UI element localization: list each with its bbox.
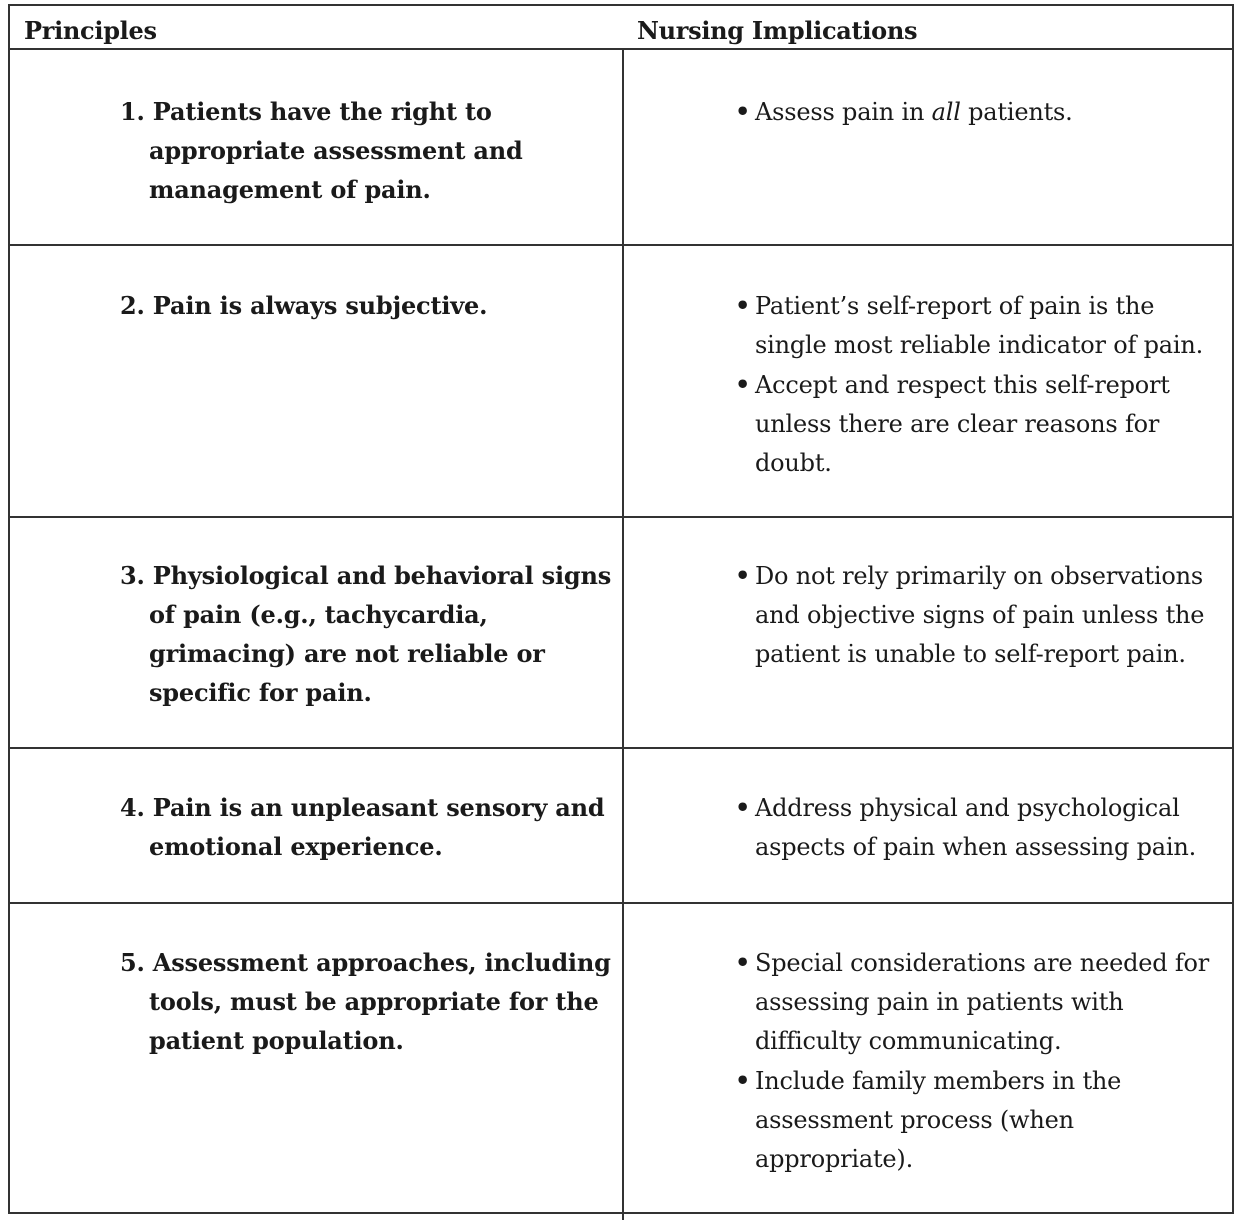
table-row	[10, 902, 1232, 1222]
principle-3: 3. Physiological and behavioral signs of pain (e.g., tachycardia, grimacing) are not reliable or specific for pain.	[120, 561, 612, 707]
table-row	[10, 747, 1232, 904]
implication-item: • Patient’s self-report of pain is the single most reliable indicator of pain.	[735, 286, 1233, 365]
bullet-icon: •	[735, 561, 751, 590]
implication-item: • Do not rely primarily on observations and objective signs of pain unless the patient is unable to self-report pain.	[735, 556, 1233, 674]
implication-item: • Assess pain in all patients.	[735, 92, 1233, 132]
implications-list-4	[735, 788, 1233, 867]
implication-item: • Special considerations are needed for assessing pain in patients with difficulty communicating.	[735, 943, 1233, 1061]
bullet-icon: •	[735, 97, 751, 126]
header-nursing-implications: Nursing Implications	[637, 16, 918, 45]
bullet-icon: •	[735, 793, 751, 822]
implications-list-2	[735, 286, 1233, 483]
implication-item: • Include family members in the assessment process (when appropriate).	[735, 1061, 1233, 1179]
principle-2: 2. Pain is always subjective.	[120, 291, 488, 320]
header-principles: Principles	[24, 16, 157, 45]
implications-list-1	[735, 92, 1233, 132]
bullet-icon: •	[735, 370, 751, 399]
principle-4: 4. Pain is an unpleasant sensory and emotional experience.	[120, 793, 605, 861]
table-header-row	[10, 6, 1232, 50]
implication-item: • Address physical and psychological aspects of pain when assessing pain.	[735, 788, 1233, 867]
principle-1: 1. Patients have the right to appropriate assessment and management of pain.	[120, 97, 523, 204]
implications-list-3	[735, 556, 1233, 674]
implications-list-5	[735, 943, 1233, 1179]
bullet-icon: •	[735, 1066, 751, 1095]
principle-5: 5. Assessment approaches, including tools, must be appropriate for the patient population.	[120, 948, 611, 1055]
bullet-icon: •	[735, 948, 751, 977]
table-row	[10, 50, 1232, 246]
implication-item: • Accept and respect this self-report unless there are clear reasons for doubt.	[735, 365, 1233, 483]
principles-table	[8, 4, 1234, 1214]
bullet-icon: •	[735, 291, 751, 320]
table-row	[10, 516, 1232, 749]
table-row	[10, 244, 1232, 518]
